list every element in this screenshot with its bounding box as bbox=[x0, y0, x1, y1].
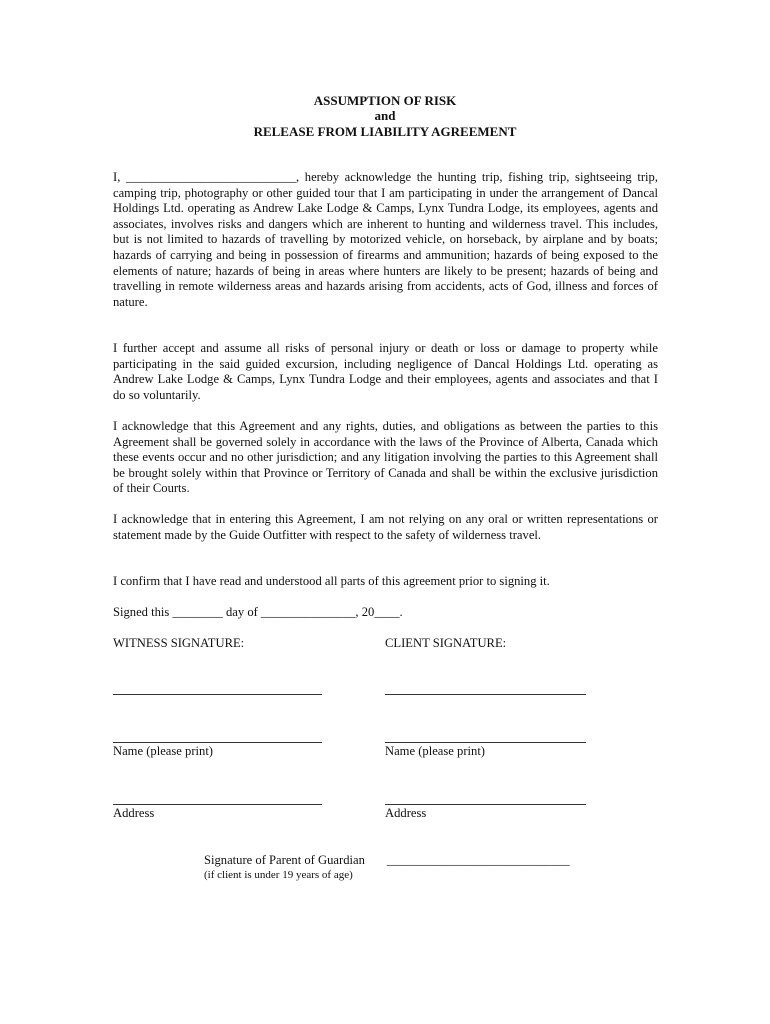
signed-date-line: Signed this ________ day of _______________, 20____. bbox=[113, 605, 403, 619]
paragraph-risks: I, ___________________________, hereby acknowledge the hunting trip, fishing trip, sightseeing trip, camping trip, photography or other guided tour that I am participating in under the arrangement of Dancal Holdings Ltd. operating as Andrew Lake Lodge & Camps, Lynx Tundra Lodge, its employees, agents and associates, involves risks and dangers which are inherent to hunting and wilderness travel. This includes, but is not limited to hazards of travelling by motorized vehicle, on horseback, by airplane and by boats; hazards of carrying and being in possession of firearms and ammunition; hazards of being exposed to the elements of nature; hazards of being in areas where hunters are likely to be present; hazards of being and travelling in remote wilderness areas and hazards arising from accidents, acts of God, illness and forces of nature. bbox=[113, 170, 658, 309]
client-address-label: Address bbox=[385, 806, 427, 820]
client-name-label: Name (please print) bbox=[385, 744, 486, 758]
guardian-signature-line: _____________________________ bbox=[387, 853, 570, 867]
client-signature-label: CLIENT SIGNATURE: bbox=[385, 636, 507, 650]
title-line-3: RELEASE FROM LIABILITY AGREEMENT bbox=[253, 124, 517, 139]
title-line-1: ASSUMPTION OF RISK bbox=[313, 93, 457, 108]
paragraph-jurisdiction: I acknowledge that this Agreement and any rights, duties, and obligations as between the parties to this Agreement shall be governed solely in accordance with the laws of the Province of Alberta, Canada which these events occur and no other jurisdiction; and any litigation involving the parties to this Agreement shall be brought solely within that Province or Territory of Canada and shall be within the exclusive jurisdiction of their Courts. bbox=[113, 419, 658, 496]
title-line-2: and bbox=[374, 108, 396, 123]
paragraph-acceptance: I further accept and assume all risks of personal injury or death or loss or damage to property while participating in the said guided excursion, including negligence of Dancal Holdings Ltd. operating as Andrew Lake Lodge & Camps, Lynx Tundra Lodge and their employees, agents and associates and that I do so voluntarily. bbox=[113, 341, 658, 402]
paragraph-representations: I acknowledge that in entering this Agreement, I am not relying on any oral or written representations or statement made by the Guide Outfitter with respect to the safety of wilderness travel. bbox=[113, 512, 658, 542]
witness-address-label: Address bbox=[113, 806, 155, 820]
client-signature-line bbox=[385, 694, 586, 695]
witness-name-label: Name (please print) bbox=[113, 744, 214, 758]
client-name-line bbox=[385, 742, 586, 743]
paragraph-confirmation: I confirm that I have read and understood all parts of this agreement prior to signing it. bbox=[113, 574, 550, 588]
guardian-note: (if client is under 19 years of age) bbox=[204, 869, 353, 881]
witness-address-line bbox=[113, 804, 322, 805]
witness-name-line bbox=[113, 742, 322, 743]
guardian-signature-label: Signature of Parent of Guardian bbox=[204, 853, 365, 867]
witness-signature-label: WITNESS SIGNATURE: bbox=[113, 636, 245, 650]
client-address-line bbox=[385, 804, 586, 805]
witness-signature-line bbox=[113, 694, 322, 695]
